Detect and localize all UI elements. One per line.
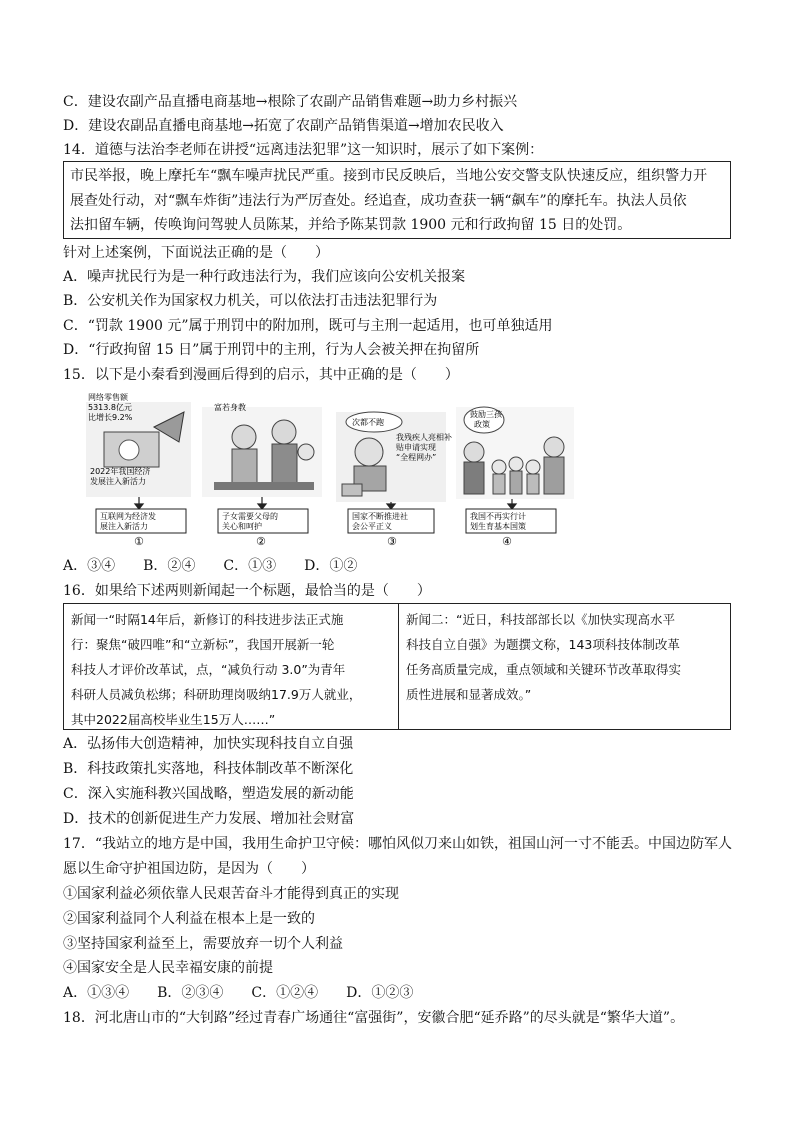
q14-case-box — [63, 161, 731, 239]
cartoon-panel-1 — [86, 392, 191, 497]
q15-stem: 15．以下是小秦看到漫画后得到的启示，其中正确的是（ ） — [63, 367, 459, 383]
conclusion-box-4: 我国不再实行计划生育基本国策 — [470, 512, 526, 531]
panel3-caption: 我残疾人亮相补 贴申请实现 “全程网办” — [396, 433, 452, 462]
q16-news-table — [63, 603, 731, 730]
q14-question: 针对上述案例，下面说法正确的是（ ） — [63, 245, 329, 261]
conclusion-box-2: 子女需要父母的关心和呵护 — [222, 512, 278, 531]
q14-case-line: 展查处行动，对“飘车炸街”违法行为严厉查处。经追查，成功查获一辆“飙车”的摩托车。执法人员依 — [70, 192, 687, 209]
q17-item-4: ④国家安全是人民幸福安康的前提 — [63, 960, 273, 976]
q14-case-line: 市民举报，晚上摩托车“飘车噪声扰民严重。接到市民反映后，当地公安交警支队快速反应，组织警力开 — [70, 168, 708, 184]
q14-option-b: B．公安机关作为国家权力机关，可以依法打击违法犯罪行为 — [63, 293, 438, 309]
q13-option-d: D．建设农副品直播电商基地→拓宽了农副产品销售渠道→增加农民收入 — [63, 118, 504, 134]
q16-option-a: A．弘扬伟大创造精神，加快实现科技自立自强 — [63, 736, 354, 752]
q14-option-c: C．“罚款 1900 元”属于刑罚中的附加刑，既可与主刑一起适用，也可单独适用 — [63, 318, 553, 334]
q16-option-c: C．深入实施科教兴国战略，塑造发展的新动能 — [63, 786, 354, 802]
q13-option-c: C．建设农副产品直播电商基地→根除了农副产品销售难题→助力乡村振兴 — [63, 94, 518, 110]
q14-case-line: 法扣留车辆，传唤询问驾驶人员陈某，并给予陈某罚款 1900 元和行政拘留 15 日的处罚。 — [70, 217, 632, 233]
q15-options: A．③④ B．②④ C．①③ D．①② — [63, 558, 358, 574]
news-one-line: 行：聚焦“破四唯”和“立新标”，我国开展新一轮 — [71, 637, 335, 652]
cartoon-panel-3 — [336, 412, 455, 502]
q17-options: A．①③④ B．②③④ C．①②④ D．①②③ — [63, 985, 414, 1001]
q16-option-d: D．技术的创新促进生产力发展、增加社会财富 — [63, 811, 355, 827]
panel1-caption: 2022年我国经济 发展注入新活力 — [90, 467, 151, 486]
circle-num-4: ④ — [502, 535, 512, 547]
news-two-line: 质性进展和显著成效。” — [406, 687, 532, 702]
q16-option-b: B．科技政策扎实落地，科技体制改革不断深化 — [63, 761, 354, 777]
news-two-line: 科技自立自强》为题撰文称，143项科技体制改革 — [406, 637, 680, 652]
panel3-bubble: 次都不跑 — [352, 418, 384, 427]
conclusion-box-3: 国家不断推进社会公平正义 — [352, 512, 408, 531]
news-one-cell — [64, 604, 399, 729]
q14-option-d: D．“行政拘留 15 日”属于刑罚中的主刑，行为人会被关押在拘留所 — [63, 342, 480, 358]
q14-stem: 14．道德与法治李老师在讲授“远离违法犯罪”这一知识时，展示了如下案例： — [63, 142, 544, 158]
cartoon-panel-2 — [202, 402, 322, 497]
q17-item-2: ②国家利益同个人利益在根本上是一致的 — [63, 911, 315, 927]
news-two-line: 新闻二：“近日，科技部部长以《加快实现高水平 — [406, 612, 675, 627]
panel2-title: 富若身教 — [214, 403, 246, 412]
q14-option-a: A．噪声扰民行为是一种行政违法行为，我们应该向公安机关报案 — [63, 269, 466, 285]
circle-num-1: ① — [134, 535, 144, 547]
panel1-title-line: 网络零售额 5313.8亿元 比增长9.2% — [88, 393, 133, 422]
q17-item-3: ③坚持国家利益至上，需要放弃一切个人利益 — [63, 936, 343, 952]
news-one-line: 新闻一“时隔14年后，新修订的科技进步法正式施 — [71, 612, 344, 627]
news-one-line: 其中2022届高校毕业生15万人……” — [71, 712, 276, 727]
circle-num-2: ② — [256, 535, 266, 547]
news-two-cell — [399, 604, 730, 729]
q17-item-1: ①国家利益必须依靠人民艰苦奋斗才能得到真正的实现 — [63, 886, 399, 902]
cartoon-conclusion-boxes — [96, 509, 556, 547]
q17-stem-line: 17．“我站立的地方是中国，我用生命护卫守候：哪怕风似刀来山如铁，祖国山河一寸不能丢。中国边防军人 — [63, 836, 732, 852]
q15-cartoon — [84, 392, 584, 547]
news-one-line: 科技人才评价改革试，点，“减负行动 3.0”为青年 — [71, 662, 346, 677]
q18-stem: 18．河北唐山市的“大钊路”经过青春广场通往“富强街”，安徽合肥“延乔路”的尽头就是“繁华大道”。 — [63, 1010, 685, 1026]
conclusion-box-1: 互联网为经济发展注入新活力 — [100, 512, 156, 531]
news-two-line: 任务高质量完成，重点领域和关键环节改革取得实 — [406, 662, 682, 677]
news-one-line: 科研人员减负松绑；科研助理岗吸纳17.9万人就业， — [71, 687, 362, 702]
q17-stem-line: 愿以生命守护祖国边防，是因为（ ） — [63, 861, 315, 877]
circle-num-3: ③ — [387, 535, 397, 547]
panel4-bubble: 鼓励三孩 政策 — [470, 410, 502, 429]
q16-stem: 16．如果给下述两则新闻起一个标题，最恰当的是（ ） — [63, 583, 431, 599]
cartoon-panel-4 — [456, 407, 574, 499]
